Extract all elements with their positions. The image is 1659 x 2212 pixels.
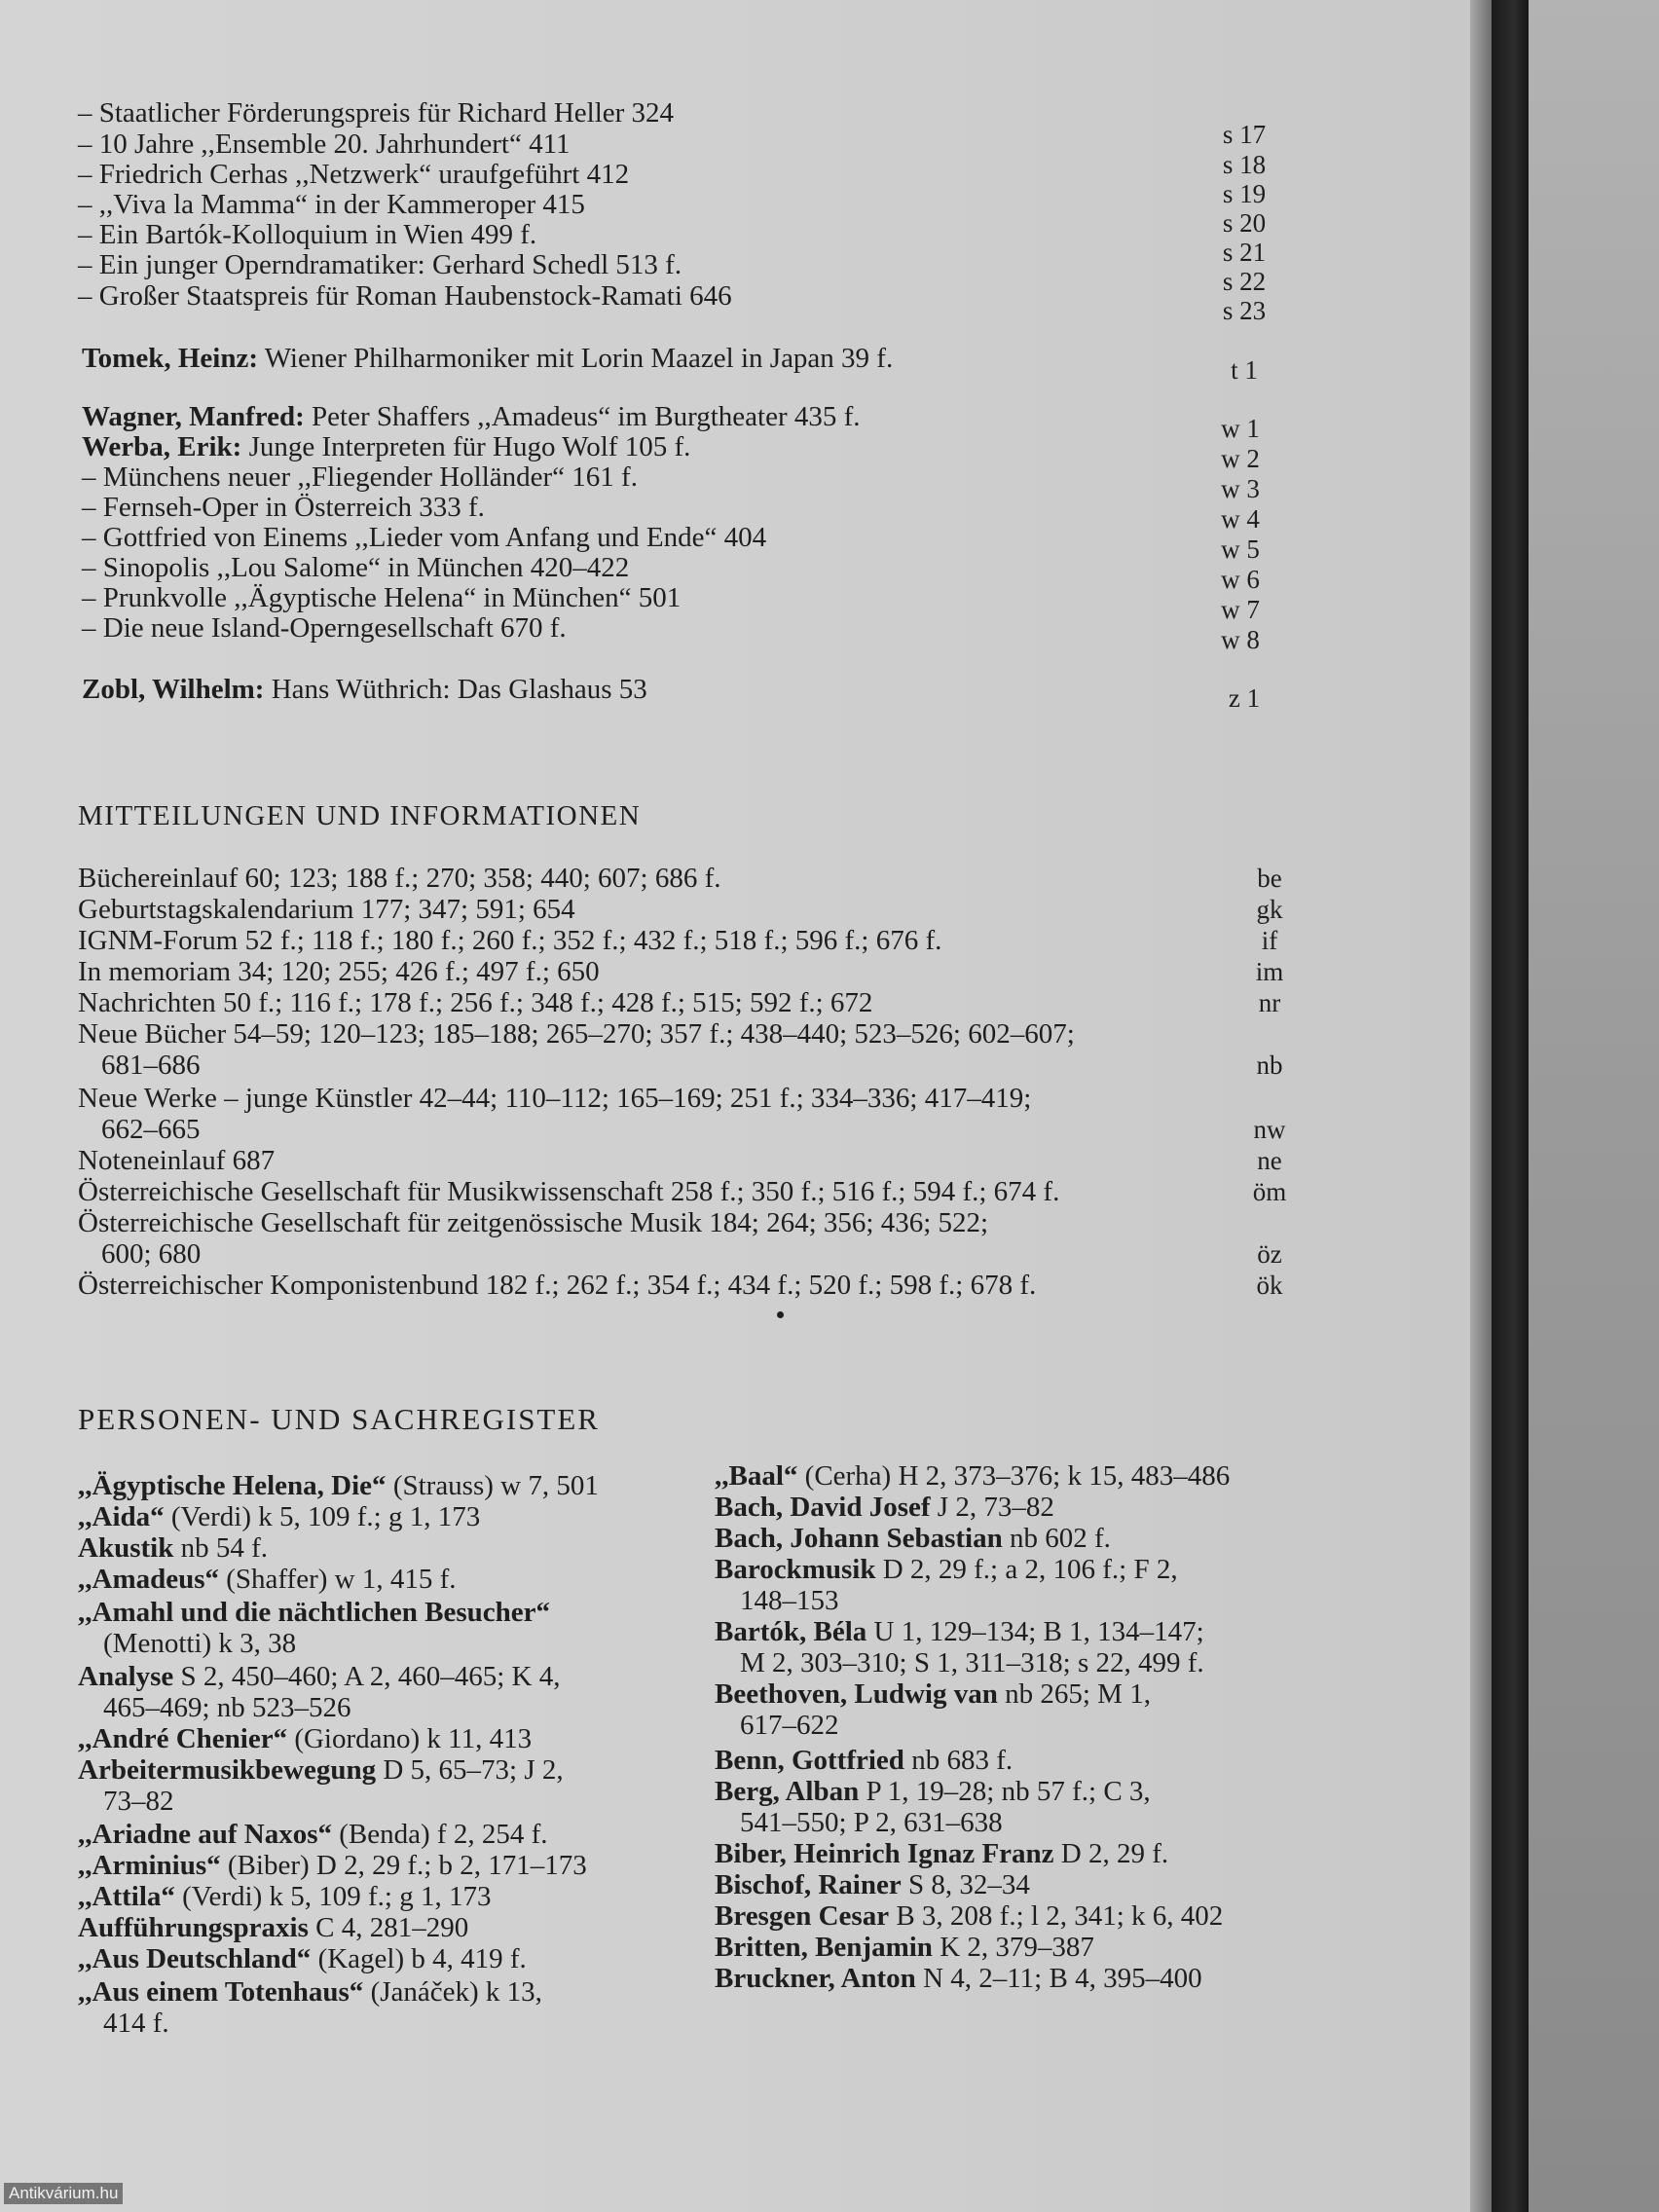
register-entry-continued: 73–82 [103, 1786, 174, 1817]
article-entry: – Ein Bartók-Kolloquium in Wien 499 f. [78, 219, 537, 250]
entry-code: öm [1252, 1177, 1287, 1206]
entry-code: s 22 [1222, 267, 1267, 296]
index-entry: Geburtstagskalendarium 177; 347; 591; 654 [78, 894, 575, 925]
article-entry: – Gottfried von Einems ,,Lieder vom Anfang und Ende“ 404 [82, 522, 767, 553]
entry-code: w 4 [1221, 504, 1260, 534]
article-entry: – ,,Viva la Mamma“ in der Kammeroper 415 [78, 189, 585, 220]
background-surface [1529, 0, 1659, 2212]
register-entry-continued: 617–622 [740, 1710, 839, 1741]
register-entry: Berg, Alban P 1, 19–28; nb 57 f.; C 3, [715, 1776, 1151, 1807]
entry-code: s 20 [1222, 208, 1267, 238]
entry-code: ne [1257, 1146, 1282, 1175]
entry-code: nr [1258, 988, 1281, 1017]
index-entry: Neue Werke – junge Künstler 42–44; 110–112; 165–169; 251 f.; 334–336; 417–419; [78, 1083, 1032, 1114]
index-entry: Österreichische Gesellschaft für Musikwissenschaft 258 f.; 350 f.; 516 f.; 594 f.; 674 f. [78, 1176, 1060, 1207]
index-entry: Österreichische Gesellschaft für zeitgenössische Musik 184; 264; 356; 436; 522; [78, 1207, 989, 1238]
index-entry-continued: 681–686 [101, 1050, 201, 1081]
register-entry: Biber, Heinrich Ignaz Franz D 2, 29 f. [715, 1838, 1169, 1869]
author-entry: Zobl, Wilhelm: Hans Wüthrich: Das Glashaus 53 [82, 674, 647, 705]
index-entry: Neue Bücher 54–59; 120–123; 185–188; 265–270; 357 f.; 438–440; 523–526; 602–607; [78, 1018, 1075, 1050]
register-entry: ,,Arminius“ (Biber) D 2, 29 f.; b 2, 171–173 [78, 1850, 587, 1881]
register-entry: Barockmusik D 2, 29 f.; a 2, 106 f.; F 2, [715, 1554, 1178, 1585]
entry-code: z 1 [1228, 683, 1261, 713]
register-entry: Analyse S 2, 450–460; A 2, 460–465; K 4, [78, 1661, 561, 1692]
index-entry: Österreichischer Komponistenbund 182 f.; 262 f.; 354 f.; 434 f.; 520 f.; 598 f.; 678 f. [78, 1270, 1037, 1301]
register-entry: Bruckner, Anton N 4, 2–11; B 4, 395–400 [715, 1963, 1202, 1994]
entry-code: w 7 [1221, 595, 1260, 624]
section-heading: PERSONEN- UND SACHREGISTER [78, 1402, 600, 1436]
register-entry: ,,Ägyptische Helena, Die“ (Strauss) w 7, 501 [78, 1470, 599, 1501]
register-entry: ,,Amadeus“ (Shaffer) w 1, 415 f. [78, 1564, 457, 1595]
register-entry: ,,Ariadne auf Naxos“ (Benda) f 2, 254 f. [78, 1819, 548, 1850]
register-entry: Benn, Gottfried nb 683 f. [715, 1745, 1014, 1776]
entry-code: ök [1256, 1271, 1283, 1300]
site-watermark: Antikvárium.hu [4, 2183, 123, 2204]
article-entry: – Münchens neuer ,,Fliegender Holländer“ 161 f. [82, 461, 638, 493]
index-entry: Büchereinlauf 60; 123; 188 f.; 270; 358; 440; 607; 686 f. [78, 863, 721, 894]
article-entry: – 10 Jahre ,,Ensemble 20. Jahrhundert“ 411 [78, 129, 571, 160]
entry-code: öz [1257, 1239, 1282, 1269]
entry-code: w 3 [1221, 474, 1260, 503]
register-entry: Bach, David Josef J 2, 73–82 [715, 1492, 1054, 1523]
printed-dot [777, 1311, 784, 1318]
register-entry: ,,Amahl und die nächtlichen Besucher“ [78, 1597, 550, 1628]
book-cover-edge [1492, 0, 1529, 2212]
entry-code: nb [1256, 1051, 1283, 1080]
register-entry-continued: (Menotti) k 3, 38 [103, 1628, 297, 1659]
register-entry-continued: 148–153 [740, 1585, 839, 1616]
article-entry: – Großer Staatspreis für Roman Haubenstock-Ramati 646 [78, 280, 732, 312]
register-entry: ,,Attila“ (Verdi) k 5, 109 f.; g 1, 173 [78, 1881, 492, 1912]
entry-code: gk [1256, 895, 1283, 924]
index-entry: IGNM-Forum 52 f.; 118 f.; 180 f.; 260 f.; 352 f.; 432 f.; 518 f.; 596 f.; 676 f. [78, 925, 942, 956]
article-entry: – Friedrich Cerhas ,,Netzwerk“ uraufgeführt 412 [78, 159, 630, 190]
entry-code: s 21 [1222, 238, 1267, 267]
register-entry-continued: 465–469; nb 523–526 [103, 1692, 351, 1723]
register-entry: ,,Aus einem Totenhaus“ (Janáček) k 13, [78, 1976, 542, 2008]
register-entry: Bach, Johann Sebastian nb 602 f. [715, 1523, 1111, 1554]
entry-code: if [1261, 926, 1278, 955]
article-entry: – Die neue Island-Operngesellschaft 670 f. [82, 612, 567, 644]
register-entry: Arbeitermusikbewegung D 5, 65–73; J 2, [78, 1754, 564, 1786]
article-entry: – Prunkvolle ,,Ägyptische Helena“ in München“ 501 [82, 582, 682, 613]
entry-code: s 18 [1222, 150, 1267, 179]
entry-code: w 6 [1221, 565, 1260, 594]
register-entry: Bresgen Cesar B 3, 208 f.; l 2, 341; k 6, 402 [715, 1900, 1224, 1932]
section-heading: MITTEILUNGEN UND INFORMATIONEN [78, 800, 642, 831]
register-entry: Bartók, Béla U 1, 129–134; B 1, 134–147; [715, 1616, 1204, 1647]
entry-code: nw [1253, 1115, 1286, 1144]
entry-code: t 1 [1231, 355, 1258, 385]
register-entry: ,,Aus Deutschland“ (Kagel) b 4, 419 f. [78, 1943, 527, 1974]
entry-code: s 23 [1222, 296, 1267, 325]
register-entry: Britten, Benjamin K 2, 379–387 [715, 1932, 1094, 1963]
author-entry: Werba, Erik: Junge Interpreten für Hugo Wolf 105 f. [82, 431, 691, 462]
author-entry: Wagner, Manfred: Peter Shaffers ,,Amadeus“ im Burgtheater 435 f. [82, 401, 861, 432]
register-entry-continued: 414 f. [103, 2008, 169, 2039]
article-entry: – Staatlicher Förderungspreis für Richard Heller 324 [78, 97, 675, 129]
register-entry: ,,André Chenier“ (Giordano) k 11, 413 [78, 1723, 533, 1754]
register-entry-continued: M 2, 303–310; S 1, 311–318; s 22, 499 f. [740, 1647, 1204, 1678]
entry-code: s 19 [1222, 179, 1267, 208]
entry-code: w 5 [1221, 535, 1260, 564]
article-entry: – Ein junger Operndramatiker: Gerhard Schedl 513 f. [78, 249, 682, 280]
entry-code: w 1 [1221, 414, 1260, 443]
entry-code: w 8 [1221, 625, 1260, 654]
author-entry: Tomek, Heinz: Wiener Philharmoniker mit Lorin Maazel in Japan 39 f. [82, 343, 894, 374]
article-entry: – Sinopolis ,,Lou Salome“ in München 420–422 [82, 552, 630, 583]
register-entry: Beethoven, Ludwig van nb 265; M 1, [715, 1678, 1151, 1710]
index-entry: Nachrichten 50 f.; 116 f.; 178 f.; 256 f.; 348 f.; 428 f.; 515; 592 f.; 672 [78, 987, 873, 1018]
entry-code: s 17 [1222, 120, 1267, 149]
index-entry-continued: 600; 680 [101, 1238, 202, 1270]
register-entry: Bischof, Rainer S 8, 32–34 [715, 1869, 1030, 1900]
index-entry: Noteneinlauf 687 [78, 1145, 276, 1176]
index-entry: In memoriam 34; 120; 255; 426 f.; 497 f.; 650 [78, 956, 600, 987]
register-entry: ,,Aida“ (Verdi) k 5, 109 f.; g 1, 173 [78, 1501, 481, 1532]
register-entry: Aufführungspraxis C 4, 281–290 [78, 1912, 469, 1943]
entry-code: be [1257, 864, 1282, 893]
page-gutter-shadow [1470, 0, 1492, 2212]
article-entry: – Fernseh-Oper in Österreich 333 f. [82, 492, 485, 523]
index-entry-continued: 662–665 [101, 1114, 201, 1145]
register-entry: Akustik nb 54 f. [78, 1532, 268, 1564]
entry-code: w 2 [1221, 444, 1260, 473]
register-entry-continued: 541–550; P 2, 631–638 [740, 1807, 1003, 1838]
register-entry: ,,Baal“ (Cerha) H 2, 373–376; k 15, 483–486 [715, 1460, 1231, 1492]
entry-code: im [1255, 957, 1284, 986]
